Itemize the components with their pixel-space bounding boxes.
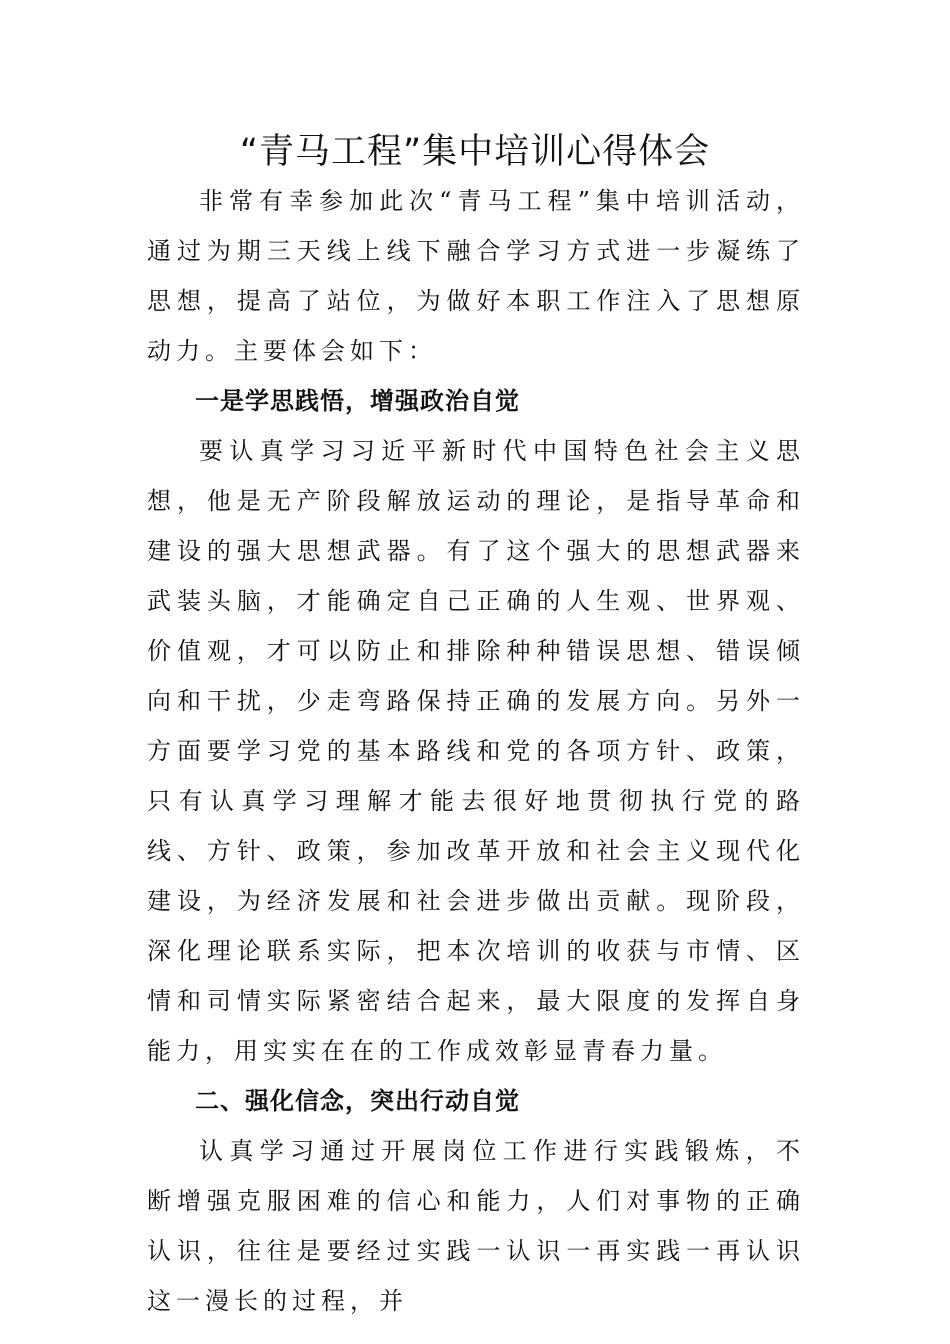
section-1-heading: 一是学思践悟，增强政治自觉 — [195, 387, 520, 415]
intro-paragraph: 非常有幸参加此次“青马工程”集中培训活动，通过为期三天线上线下融合学习方式进一步凝练了思想，提高了站位，为做好本职工作注入了思想原动力。主要体会如下： — [147, 187, 805, 365]
document-title: “青马工程”集中培训心得体会 — [239, 132, 711, 172]
document-body — [147, 176, 805, 1326]
section-1-paragraph: 要认真学习习近平新时代中国特色社会主义思想，他是无产阶段解放运动的理论，是指导革命和建设的强大思想武器。有了这个强大的思想武器来武装头脑，才能确定自己正确的人生观、世界观、价值观，才可以防止和排除种种错误思想、错误倾向和干扰，少走弯路保持正确的发展方向。另外一方面要学习党的基本路线和党的各项方针、政策，只有认真学习理解才能去很好地贯彻执行党的路线、方针、政策，参加改革开放和社会主义现代化建设，为经济发展和社会进步做出贡献。现阶段，深化理论联系实际，把本次培训的收获与市情、区情和司情实际紧密结合起来，最大限度的发挥自身能力，用实实在在的工作成效彰显青春力量。 — [147, 437, 805, 1065]
section-2-heading: 二、强化信念，突出行动自觉 — [195, 1087, 520, 1115]
section-2-paragraph: 认真学习通过开展岗位工作进行实践锻炼，不断增强克服困难的信心和能力，人们对事物的正确认识，往往是要经过实践一认识一再实践一再认识这一漫长的过程，并 — [147, 1137, 805, 1315]
